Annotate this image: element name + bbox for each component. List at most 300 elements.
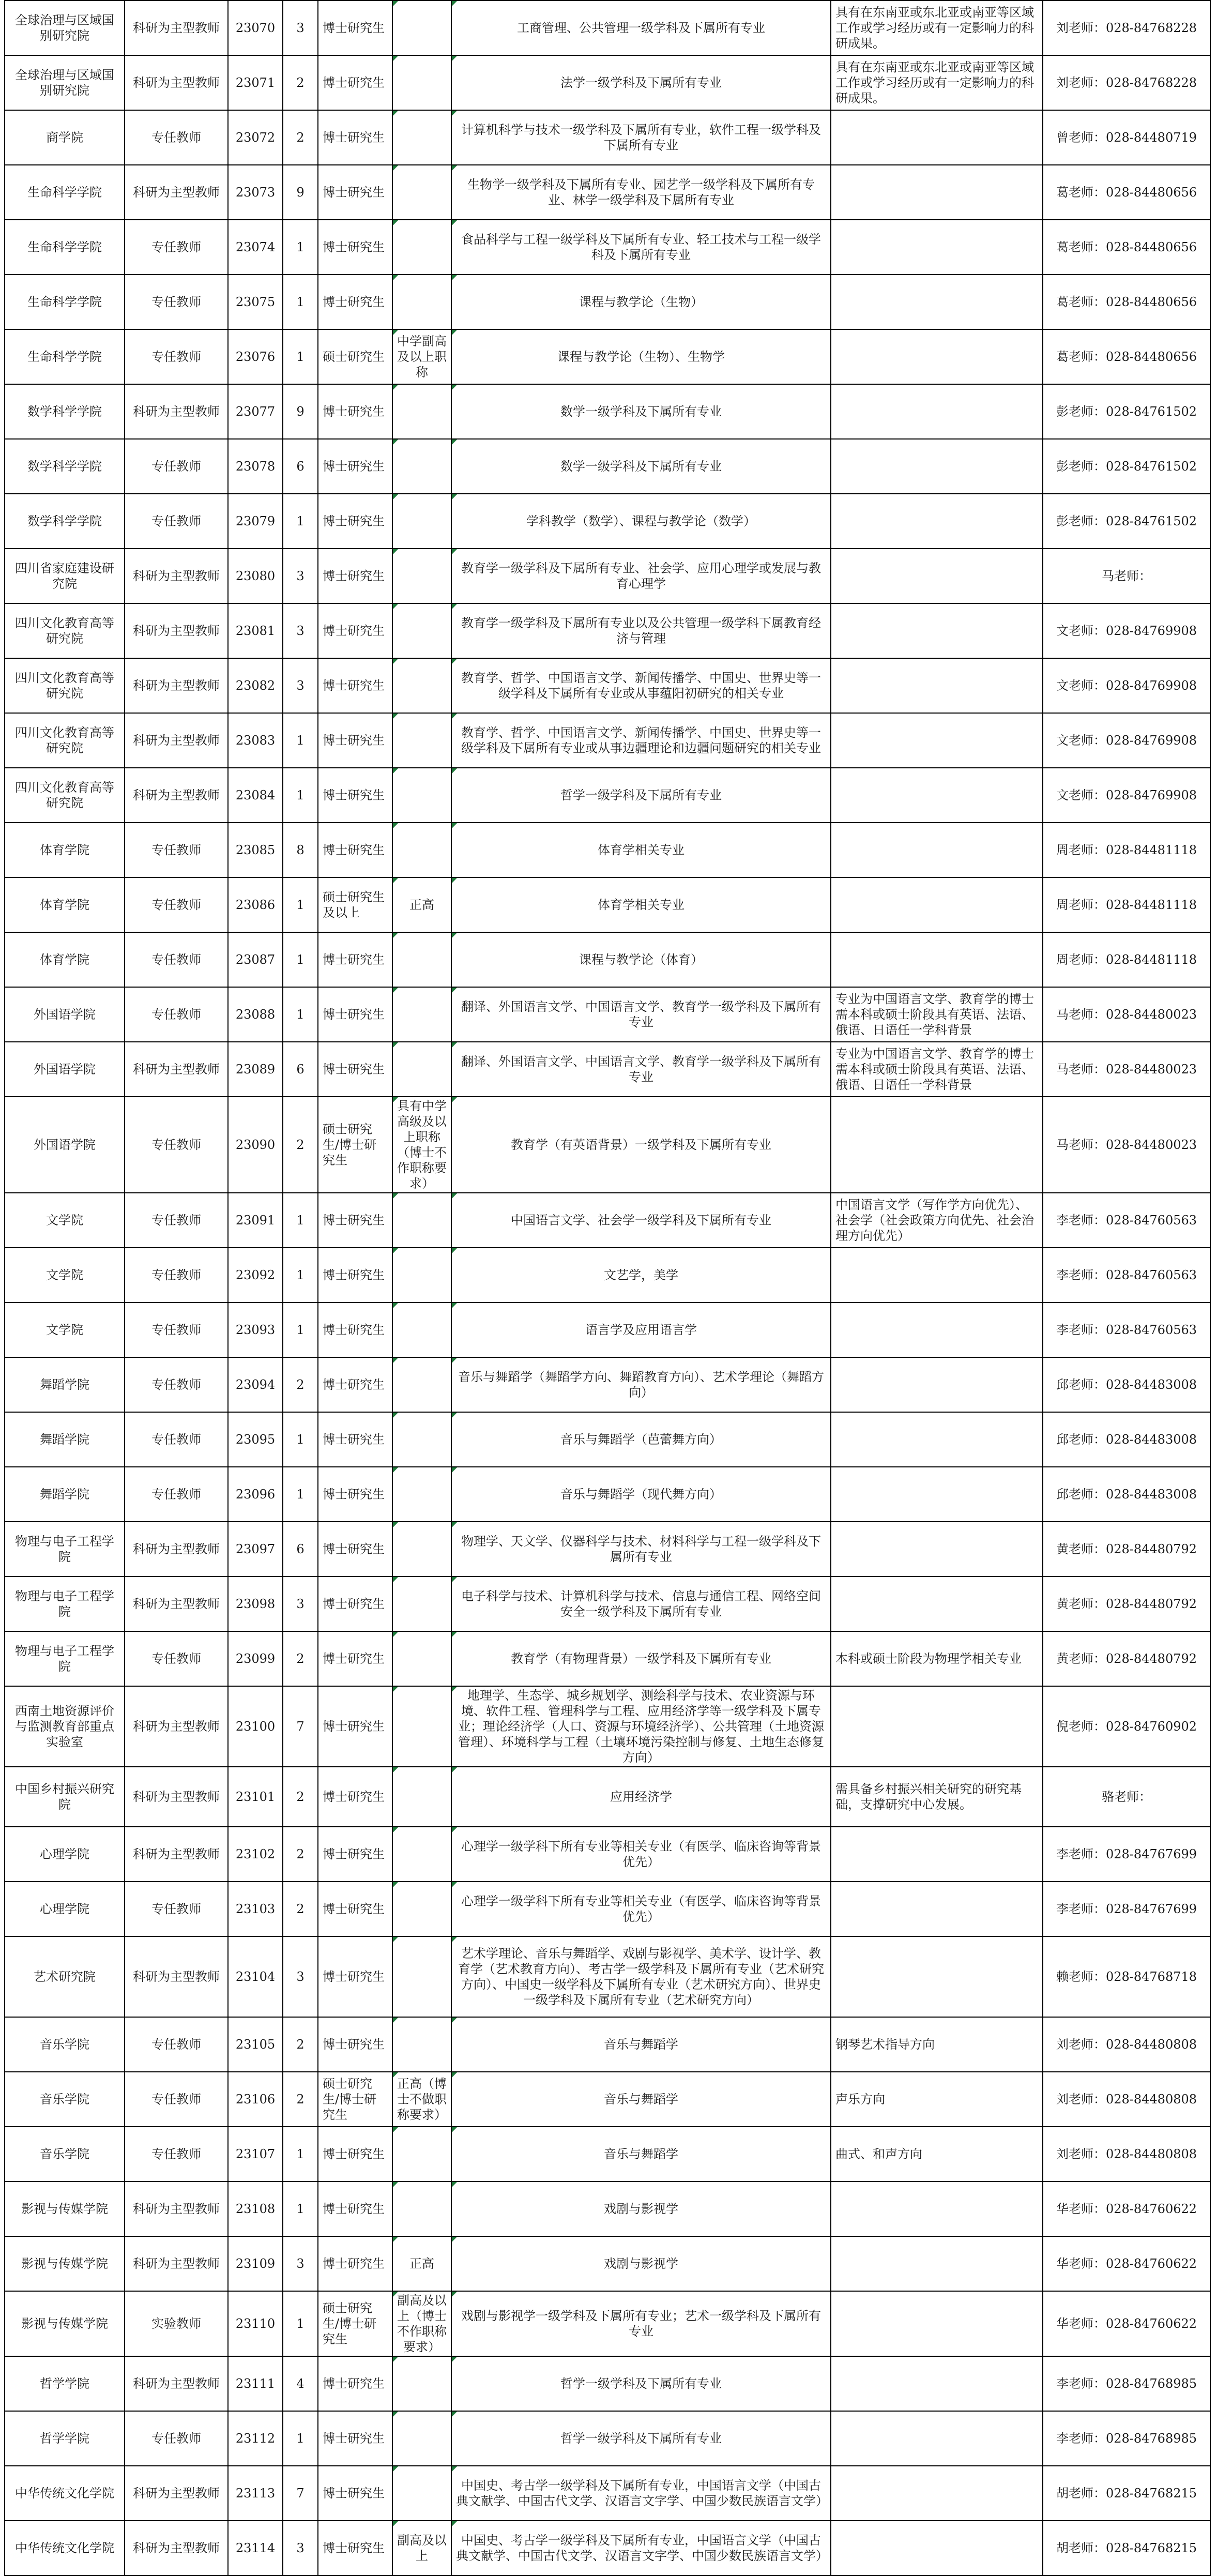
position-type-cell: 专任教师 [125,1467,228,1522]
major-requirement-cell: 戏剧与影视学 [451,2181,831,2236]
table-row [5,1577,1210,1631]
quota-cell: 1 [283,713,318,768]
education-cell: 硕士研究生 [318,329,392,384]
title-requirement-cell [392,932,451,987]
contact-cell: 李老师：028-84767699 [1043,1827,1210,1882]
position-code-cell: 23080 [228,549,283,603]
position-code-cell: 23106 [228,2072,283,2127]
major-requirement-cell: 艺术学理论、音乐与舞蹈学、戏剧与影视学、美术学、设计学、教育学（艺术教育方向）、考古学一级学科及下属所有专业（艺术研究方向）、中国史一级学科及下属所有专业（艺术研究方向）、世界史一级学科及下属所有专业（艺术研究方向） [451,1936,831,2017]
title-requirement-cell: 正高 [392,2236,451,2291]
title-requirement-cell [392,1412,451,1467]
major-requirement-cell: 教育学（有物理背景）一级学科及下属所有专业 [451,1631,831,1686]
other-requirement-cell [831,2181,1043,2236]
education-cell: 博士研究生 [318,549,392,603]
contact-cell: 葛老师：028-84480656 [1043,329,1210,384]
major-requirement-cell: 戏剧与影视学一级学科及下属所有专业；艺术一级学科及下属所有专业 [451,2291,831,2356]
position-code-cell: 23114 [228,2521,283,2575]
department-cell: 数学科学学院 [5,494,125,549]
education-cell: 硕士研究生/博士研究生 [318,2291,392,2356]
position-type-cell: 专任教师 [125,1882,228,1936]
position-type-cell: 专任教师 [125,1357,228,1412]
quota-cell: 1 [283,275,318,329]
position-code-cell: 23107 [228,2127,283,2181]
department-cell: 体育学院 [5,932,125,987]
position-type-cell: 专任教师 [125,494,228,549]
department-cell: 心理学院 [5,1882,125,1936]
position-type-cell: 科研为主型教师 [125,2466,228,2521]
education-cell: 博士研究生 [318,658,392,713]
education-cell: 博士研究生 [318,1,392,55]
table-row [5,1631,1210,1686]
title-requirement-cell [392,1193,451,1248]
quota-cell: 2 [283,2017,318,2072]
title-requirement-cell: 具有中学高级及以上职称（博士不作职称要求） [392,1097,451,1193]
title-requirement-cell [392,1882,451,1936]
position-type-cell: 科研为主型教师 [125,2356,228,2411]
department-cell: 影视与传媒学院 [5,2181,125,2236]
contact-cell: 周老师：028-84481118 [1043,823,1210,877]
contact-cell: 李老师：028-84760563 [1043,1193,1210,1248]
education-cell: 博士研究生 [318,220,392,275]
other-requirement-cell [831,2291,1043,2356]
major-requirement-cell: 法学一级学科及下属所有专业 [451,55,831,110]
table-row [5,2521,1210,2575]
position-code-cell: 23104 [228,1936,283,2017]
table-row [5,55,1210,110]
position-type-cell: 专任教师 [125,932,228,987]
title-requirement-cell: 正高（博士不做职称要求） [392,2072,451,2127]
position-type-cell: 科研为主型教师 [125,1767,228,1827]
contact-cell: 葛老师：028-84480656 [1043,275,1210,329]
major-requirement-cell: 数学一级学科及下属所有专业 [451,439,831,494]
position-code-cell: 23086 [228,877,283,932]
table-row [5,1357,1210,1412]
title-requirement-cell [392,220,451,275]
department-cell: 心理学院 [5,1827,125,1882]
major-requirement-cell: 工商管理、公共管理一级学科及下属所有专业 [451,1,831,55]
quota-cell: 9 [283,384,318,439]
other-requirement-cell [831,1248,1043,1302]
quota-cell: 1 [283,220,318,275]
quota-cell: 1 [283,2411,318,2466]
table-row [5,987,1210,1042]
contact-cell: 葛老师：028-84480656 [1043,165,1210,220]
quota-cell: 1 [283,494,318,549]
position-code-cell: 23110 [228,2291,283,2356]
major-requirement-cell: 数学一级学科及下属所有专业 [451,384,831,439]
major-requirement-cell: 音乐与舞蹈学 [451,2127,831,2181]
other-requirement-cell [831,2236,1043,2291]
major-requirement-cell: 计算机科学与技术一级学科及下属所有专业，软件工程一级学科及下属所有专业 [451,110,831,165]
table-row [5,932,1210,987]
title-requirement-cell [392,1467,451,1522]
position-type-cell: 科研为主型教师 [125,2521,228,2575]
other-requirement-cell: 本科或硕士阶段为物理学相关专业 [831,1631,1043,1686]
position-code-cell: 23090 [228,1097,283,1193]
major-requirement-cell: 教育学一级学科及下属所有专业以及公共管理一级学科下属教育经济与管理 [451,603,831,658]
title-requirement-cell [392,55,451,110]
education-cell: 硕士研究生/博士研究生 [318,1097,392,1193]
other-requirement-cell [831,1827,1043,1882]
education-cell: 博士研究生 [318,1412,392,1467]
education-cell: 博士研究生 [318,1193,392,1248]
other-requirement-cell [831,329,1043,384]
major-requirement-cell: 中国语言文学、社会学一级学科及下属所有专业 [451,1193,831,1248]
position-type-cell: 科研为主型教师 [125,1,228,55]
title-requirement-cell [392,768,451,823]
title-requirement-cell [392,658,451,713]
position-type-cell: 专任教师 [125,2072,228,2127]
contact-cell: 马老师： [1043,549,1210,603]
education-cell: 博士研究生 [318,110,392,165]
major-requirement-cell: 戏剧与影视学 [451,2236,831,2291]
position-type-cell: 专任教师 [125,1248,228,1302]
title-requirement-cell [392,1631,451,1686]
position-type-cell: 科研为主型教师 [125,2236,228,2291]
table-row [5,329,1210,384]
contact-cell: 刘老师：028-84768228 [1043,55,1210,110]
education-cell: 博士研究生 [318,275,392,329]
quota-cell: 1 [283,768,318,823]
position-code-cell: 23072 [228,110,283,165]
table-row [5,603,1210,658]
position-code-cell: 23102 [228,1827,283,1882]
title-requirement-cell [392,987,451,1042]
position-type-cell: 专任教师 [125,2127,228,2181]
position-code-cell: 23082 [228,658,283,713]
major-requirement-cell: 音乐与舞蹈学（芭蕾舞方向） [451,1412,831,1467]
department-cell: 艺术研究院 [5,1936,125,2017]
department-cell: 生命科学学院 [5,275,125,329]
major-requirement-cell: 音乐与舞蹈学 [451,2072,831,2127]
quota-cell: 1 [283,2127,318,2181]
other-requirement-cell: 专业为中国语言文学、教育学的博士需本科或硕士阶段具有英语、法语、俄语、日语任一学科背景 [831,1042,1043,1097]
quota-cell: 2 [283,110,318,165]
contact-cell: 刘老师：028-84480808 [1043,2127,1210,2181]
contact-cell: 李老师：028-84767699 [1043,1882,1210,1936]
position-code-cell: 23085 [228,823,283,877]
department-cell: 商学院 [5,110,125,165]
contact-cell: 黄老师：028-84480792 [1043,1522,1210,1577]
department-cell: 数学科学学院 [5,439,125,494]
other-requirement-cell [831,1097,1043,1193]
department-cell: 影视与传媒学院 [5,2291,125,2356]
quota-cell: 2 [283,1767,318,1827]
contact-cell: 彭老师：028-84761502 [1043,384,1210,439]
position-type-cell: 专任教师 [125,110,228,165]
education-cell: 博士研究生 [318,1767,392,1827]
contact-cell: 文老师：028-84769908 [1043,713,1210,768]
major-requirement-cell: 电子科学与技术、计算机科学与技术、信息与通信工程、网络空间安全一级学科及下属所有专业 [451,1577,831,1631]
contact-cell: 邱老师：028-84483008 [1043,1412,1210,1467]
quota-cell: 1 [283,877,318,932]
position-code-cell: 23070 [228,1,283,55]
table-row [5,1767,1210,1827]
department-cell: 生命科学学院 [5,165,125,220]
title-requirement-cell [392,439,451,494]
table-row [5,1467,1210,1522]
title-requirement-cell: 副高及以上（博士不作职称要求） [392,2291,451,2356]
major-requirement-cell: 心理学一级学科下所有专业等相关专业（有医学、临床咨询等背景优先） [451,1882,831,1936]
education-cell: 博士研究生 [318,2236,392,2291]
table-row [5,2411,1210,2466]
other-requirement-cell [831,1302,1043,1357]
quota-cell: 2 [283,1097,318,1193]
table-row [5,1248,1210,1302]
table-row [5,1193,1210,1248]
department-cell: 全球治理与区域国别研究院 [5,1,125,55]
quota-cell: 1 [283,2291,318,2356]
position-type-cell: 专任教师 [125,439,228,494]
contact-cell: 李老师：028-84760563 [1043,1248,1210,1302]
position-type-cell: 科研为主型教师 [125,1936,228,2017]
recruitment-table-sheet [4,0,1211,2576]
title-requirement-cell [392,275,451,329]
department-cell: 物理与电子工程学院 [5,1631,125,1686]
department-cell: 四川文化教育高等研究院 [5,603,125,658]
contact-cell: 胡老师：028-84768215 [1043,2466,1210,2521]
other-requirement-cell [831,658,1043,713]
contact-cell: 华老师：028-84760622 [1043,2236,1210,2291]
other-requirement-cell [831,110,1043,165]
department-cell: 四川省家庭建设研究院 [5,549,125,603]
quota-cell: 1 [283,1193,318,1248]
title-requirement-cell [392,2411,451,2466]
position-code-cell: 23112 [228,2411,283,2466]
contact-cell: 华老师：028-84760622 [1043,2181,1210,2236]
quota-cell: 3 [283,2521,318,2575]
education-cell: 博士研究生 [318,1631,392,1686]
title-requirement-cell [392,2017,451,2072]
position-type-cell: 专任教师 [125,823,228,877]
quota-cell: 1 [283,1412,318,1467]
position-type-cell: 专任教师 [125,2017,228,2072]
title-requirement-cell [392,1,451,55]
contact-cell: 邱老师：028-84483008 [1043,1467,1210,1522]
other-requirement-cell [831,1412,1043,1467]
position-type-cell: 专任教师 [125,275,228,329]
quota-cell: 1 [283,329,318,384]
other-requirement-cell [831,220,1043,275]
other-requirement-cell [831,384,1043,439]
contact-cell: 文老师：028-84769908 [1043,768,1210,823]
title-requirement-cell [392,1767,451,1827]
education-cell: 博士研究生 [318,2411,392,2466]
table-row [5,165,1210,220]
contact-cell: 葛老师：028-84480656 [1043,220,1210,275]
quota-cell: 2 [283,55,318,110]
position-type-cell: 专任教师 [125,1193,228,1248]
contact-cell: 曾老师：028-84480719 [1043,110,1210,165]
department-cell: 文学院 [5,1193,125,1248]
table-row [5,2181,1210,2236]
position-code-cell: 23078 [228,439,283,494]
table-row [5,439,1210,494]
position-code-cell: 23071 [228,55,283,110]
title-requirement-cell [392,603,451,658]
title-requirement-cell [392,1357,451,1412]
education-cell: 博士研究生 [318,987,392,1042]
other-requirement-cell: 具有在东南亚或东北亚或南亚等区域工作或学习经历或有一定影响力的科研成果。 [831,55,1043,110]
title-requirement-cell [392,2466,451,2521]
department-cell: 哲学学院 [5,2356,125,2411]
department-cell: 物理与电子工程学院 [5,1577,125,1631]
title-requirement-cell [392,1302,451,1357]
position-code-cell: 23103 [228,1882,283,1936]
department-cell: 外国语学院 [5,1042,125,1097]
education-cell: 博士研究生 [318,1522,392,1577]
table-row [5,2017,1210,2072]
contact-cell: 刘老师：028-84768228 [1043,1,1210,55]
table-row [5,1412,1210,1467]
quota-cell: 7 [283,1686,318,1767]
other-requirement-cell [831,2356,1043,2411]
title-requirement-cell [392,494,451,549]
other-requirement-cell: 需具备乡村振兴相关研究的研究基础，支撑研究中心发展。 [831,1767,1043,1827]
table-row [5,1882,1210,1936]
table-row [5,2466,1210,2521]
table-row [5,110,1210,165]
major-requirement-cell: 课程与教学论（体育） [451,932,831,987]
department-cell: 中华传统文化学院 [5,2521,125,2575]
department-cell: 哲学学院 [5,2411,125,2466]
department-cell: 生命科学学院 [5,220,125,275]
major-requirement-cell: 体育学相关专业 [451,877,831,932]
position-code-cell: 23108 [228,2181,283,2236]
position-type-cell: 科研为主型教师 [125,1577,228,1631]
position-type-cell: 专任教师 [125,987,228,1042]
major-requirement-cell: 食品科学与工程一级学科及下属所有专业、轻工技术与工程一级学科及下属所有专业 [451,220,831,275]
department-cell: 文学院 [5,1248,125,1302]
department-cell: 舞蹈学院 [5,1467,125,1522]
other-requirement-cell [831,275,1043,329]
education-cell: 博士研究生 [318,1577,392,1631]
title-requirement-cell [392,384,451,439]
major-requirement-cell: 文艺学，美学 [451,1248,831,1302]
other-requirement-cell [831,1467,1043,1522]
contact-cell: 彭老师：028-84761502 [1043,494,1210,549]
position-code-cell: 23109 [228,2236,283,2291]
position-code-cell: 23083 [228,713,283,768]
position-type-cell: 专任教师 [125,1412,228,1467]
position-type-cell: 专任教师 [125,877,228,932]
table-row [5,1,1210,55]
education-cell: 硕士研究生及以上 [318,877,392,932]
other-requirement-cell [831,1936,1043,2017]
table-row [5,2072,1210,2127]
position-code-cell: 23111 [228,2356,283,2411]
table-row [5,384,1210,439]
other-requirement-cell [831,713,1043,768]
major-requirement-cell: 地理学、生态学、城乡规划学、测绘科学与技术、农业资源与环境、软件工程、管理科学与工程、应用经济学等一级学科及下属专业；理论经济学（人口、资源与环境经济学）、公共管理（土地资源管理）、环境科学与工程（土壤环境污染控制与修复、土地生态修复方向） [451,1686,831,1767]
quota-cell: 2 [283,1882,318,1936]
table-row [5,768,1210,823]
contact-cell: 马老师：028-84480023 [1043,1042,1210,1097]
position-code-cell: 23093 [228,1302,283,1357]
major-requirement-cell: 物理学、天文学、仪器科学与技术、材料科学与工程一级学科及下属所有专业 [451,1522,831,1577]
other-requirement-cell [831,1577,1043,1631]
title-requirement-cell [392,1577,451,1631]
education-cell: 博士研究生 [318,384,392,439]
education-cell: 博士研究生 [318,1827,392,1882]
major-requirement-cell: 音乐与舞蹈学 [451,2017,831,2072]
table-row [5,1827,1210,1882]
position-type-cell: 专任教师 [125,1631,228,1686]
department-cell: 体育学院 [5,823,125,877]
quota-cell: 4 [283,2356,318,2411]
quota-cell: 2 [283,1357,318,1412]
position-code-cell: 23073 [228,165,283,220]
department-cell: 文学院 [5,1302,125,1357]
title-requirement-cell [392,2127,451,2181]
other-requirement-cell [831,494,1043,549]
position-type-cell: 专任教师 [125,329,228,384]
other-requirement-cell [831,768,1043,823]
department-cell: 四川文化教育高等研究院 [5,768,125,823]
position-code-cell: 23088 [228,987,283,1042]
contact-cell: 李老师：028-84768985 [1043,2356,1210,2411]
table-row [5,1522,1210,1577]
position-code-cell: 23074 [228,220,283,275]
department-cell: 生命科学学院 [5,329,125,384]
title-requirement-cell: 中学副高及以上职称 [392,329,451,384]
contact-cell: 华老师：028-84760622 [1043,2291,1210,2356]
contact-cell: 马老师：028-84480023 [1043,1097,1210,1193]
position-code-cell: 23081 [228,603,283,658]
position-type-cell: 科研为主型教师 [125,658,228,713]
quota-cell: 3 [283,549,318,603]
title-requirement-cell [392,1522,451,1577]
department-cell: 数学科学学院 [5,384,125,439]
major-requirement-cell: 学科教学（数学）、课程与教学论（数学） [451,494,831,549]
table-row [5,275,1210,329]
table-row [5,2291,1210,2356]
position-code-cell: 23076 [228,329,283,384]
position-code-cell: 23075 [228,275,283,329]
education-cell: 博士研究生 [318,1882,392,1936]
education-cell: 博士研究生 [318,932,392,987]
other-requirement-cell [831,2411,1043,2466]
table-row [5,2356,1210,2411]
contact-cell: 骆老师： [1043,1767,1210,1827]
other-requirement-cell [831,2521,1043,2575]
table-row [5,823,1210,877]
education-cell: 博士研究生 [318,55,392,110]
position-type-cell: 科研为主型教师 [125,384,228,439]
position-code-cell: 23079 [228,494,283,549]
position-type-cell: 科研为主型教师 [125,165,228,220]
quota-cell: 1 [283,2181,318,2236]
other-requirement-cell: 具有在东南亚或东北亚或南亚等区域工作或学习经历或有一定影响力的科研成果。 [831,1,1043,55]
title-requirement-cell [392,110,451,165]
department-cell: 外国语学院 [5,987,125,1042]
contact-cell: 文老师：028-84769908 [1043,603,1210,658]
major-requirement-cell: 生物学一级学科及下属所有专业、园艺学一级学科及下属所有专业、林学一级学科及下属所有专业 [451,165,831,220]
other-requirement-cell [831,549,1043,603]
quota-cell: 3 [283,1577,318,1631]
position-code-cell: 23100 [228,1686,283,1767]
education-cell: 博士研究生 [318,165,392,220]
position-code-cell: 23091 [228,1193,283,1248]
position-type-cell: 科研为主型教师 [125,1827,228,1882]
position-type-cell: 科研为主型教师 [125,2181,228,2236]
other-requirement-cell [831,1686,1043,1767]
education-cell: 博士研究生 [318,2356,392,2411]
major-requirement-cell: 哲学一级学科及下属所有专业 [451,2411,831,2466]
education-cell: 博士研究生 [318,1467,392,1522]
major-requirement-cell: 教育学、哲学、中国语言文学、新闻传播学、中国史、世界史等一级学科及下属所有专业或从事蕴阳初研究的相关专业 [451,658,831,713]
department-cell: 舞蹈学院 [5,1357,125,1412]
